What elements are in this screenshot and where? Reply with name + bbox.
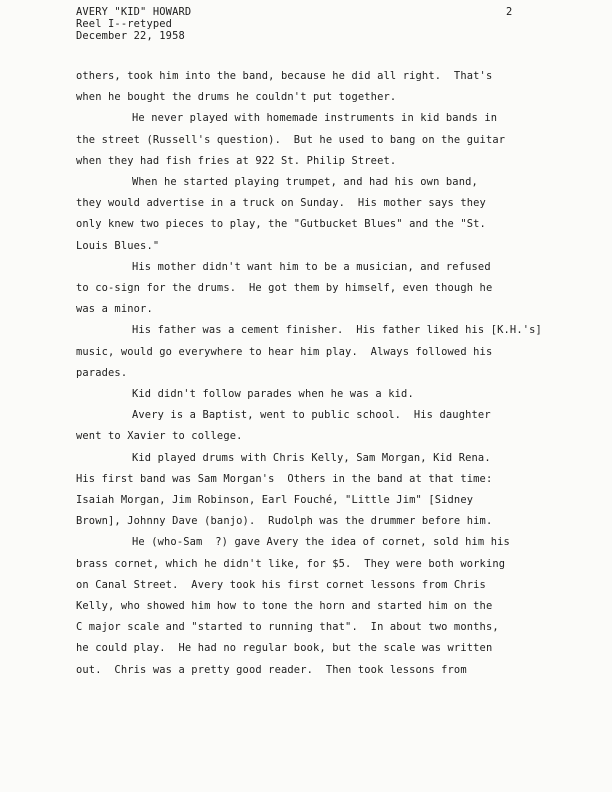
interviewee-name: AVERY "KID" HOWARD xyxy=(76,6,192,18)
transcript-line: he could play. He had no regular book, but the scale was written xyxy=(76,642,493,655)
transcript-line: C major scale and "started to running that". In about two months, xyxy=(76,621,499,634)
transcript-line: His father was a cement finisher. His father liked his [K.H.'s] xyxy=(132,324,542,337)
page-number: 2 xyxy=(506,6,513,18)
transcript-line: Brown], Johnny Dave (banjo). Rudolph was the drummer before him. xyxy=(76,515,493,528)
interview-date: December 22, 1958 xyxy=(76,30,185,42)
transcript-line: they would advertise in a truck on Sunday. His mother says they xyxy=(76,197,486,210)
transcript-line: Kelly, who showed him how to tone the horn and started him on the xyxy=(76,600,493,612)
transcript-line: when he bought the drums he couldn't put together. xyxy=(76,91,397,104)
reel-label: Reel I--retyped xyxy=(76,18,173,30)
transcript-line: Kid played drums with Chris Kelly, Sam Morgan, Kid Rena. xyxy=(132,451,491,464)
transcript-line: the street (Russell's question). But he used to bang on the guitar xyxy=(76,133,506,146)
transcript-line: Isaiah Morgan, Jim Robinson, Earl Fouché, "Little Jim" [Sidney xyxy=(76,494,474,506)
transcript-line: His first band was Sam Morgan's Others in the band at that time: xyxy=(76,472,493,485)
transcript-line: Louis Blues." xyxy=(76,239,160,252)
transcript-line: out. Chris was a pretty good reader. Then took lessons from xyxy=(76,663,467,676)
transcript-line: others, took him into the band, because he did all right. That's xyxy=(76,70,493,82)
transcript-line: When he started playing trumpet, and had his own band, xyxy=(132,176,478,188)
transcript-line: His mother didn't want him to be a musician, and refused xyxy=(132,260,491,273)
transcript-line: parades. xyxy=(76,366,128,379)
page-header xyxy=(76,6,191,42)
transcript-line: music, would go everywhere to hear him play. Always followed his xyxy=(76,345,493,358)
transcript-line: Avery is a Baptist, went to public school. His daughter xyxy=(132,409,491,422)
transcript-line: on Canal Street. Avery took his first cornet lessons from Chris xyxy=(76,578,486,591)
transcript-line: to co-sign for the drums. He got them by himself, even though he xyxy=(76,282,493,294)
transcript-line: when they had fish fries at 922 St. Philip Street. xyxy=(76,154,397,167)
transcript-line: He (who-Sam ?) gave Avery the idea of cornet, sold him his xyxy=(132,536,510,549)
transcript-line: was a minor. xyxy=(76,303,153,316)
transcript-line: He never played with homemade instruments in kid bands in xyxy=(132,112,498,125)
transcript-line: went to Xavier to college. xyxy=(76,430,243,443)
transcript-line: Kid didn't follow parades when he was a kid. xyxy=(132,388,414,400)
transcript-line: only knew two pieces to play, the "Gutbucket Blues" and the "St. xyxy=(76,218,486,231)
transcript-line: brass cornet, which he didn't like, for $5. They were both working xyxy=(76,557,506,570)
